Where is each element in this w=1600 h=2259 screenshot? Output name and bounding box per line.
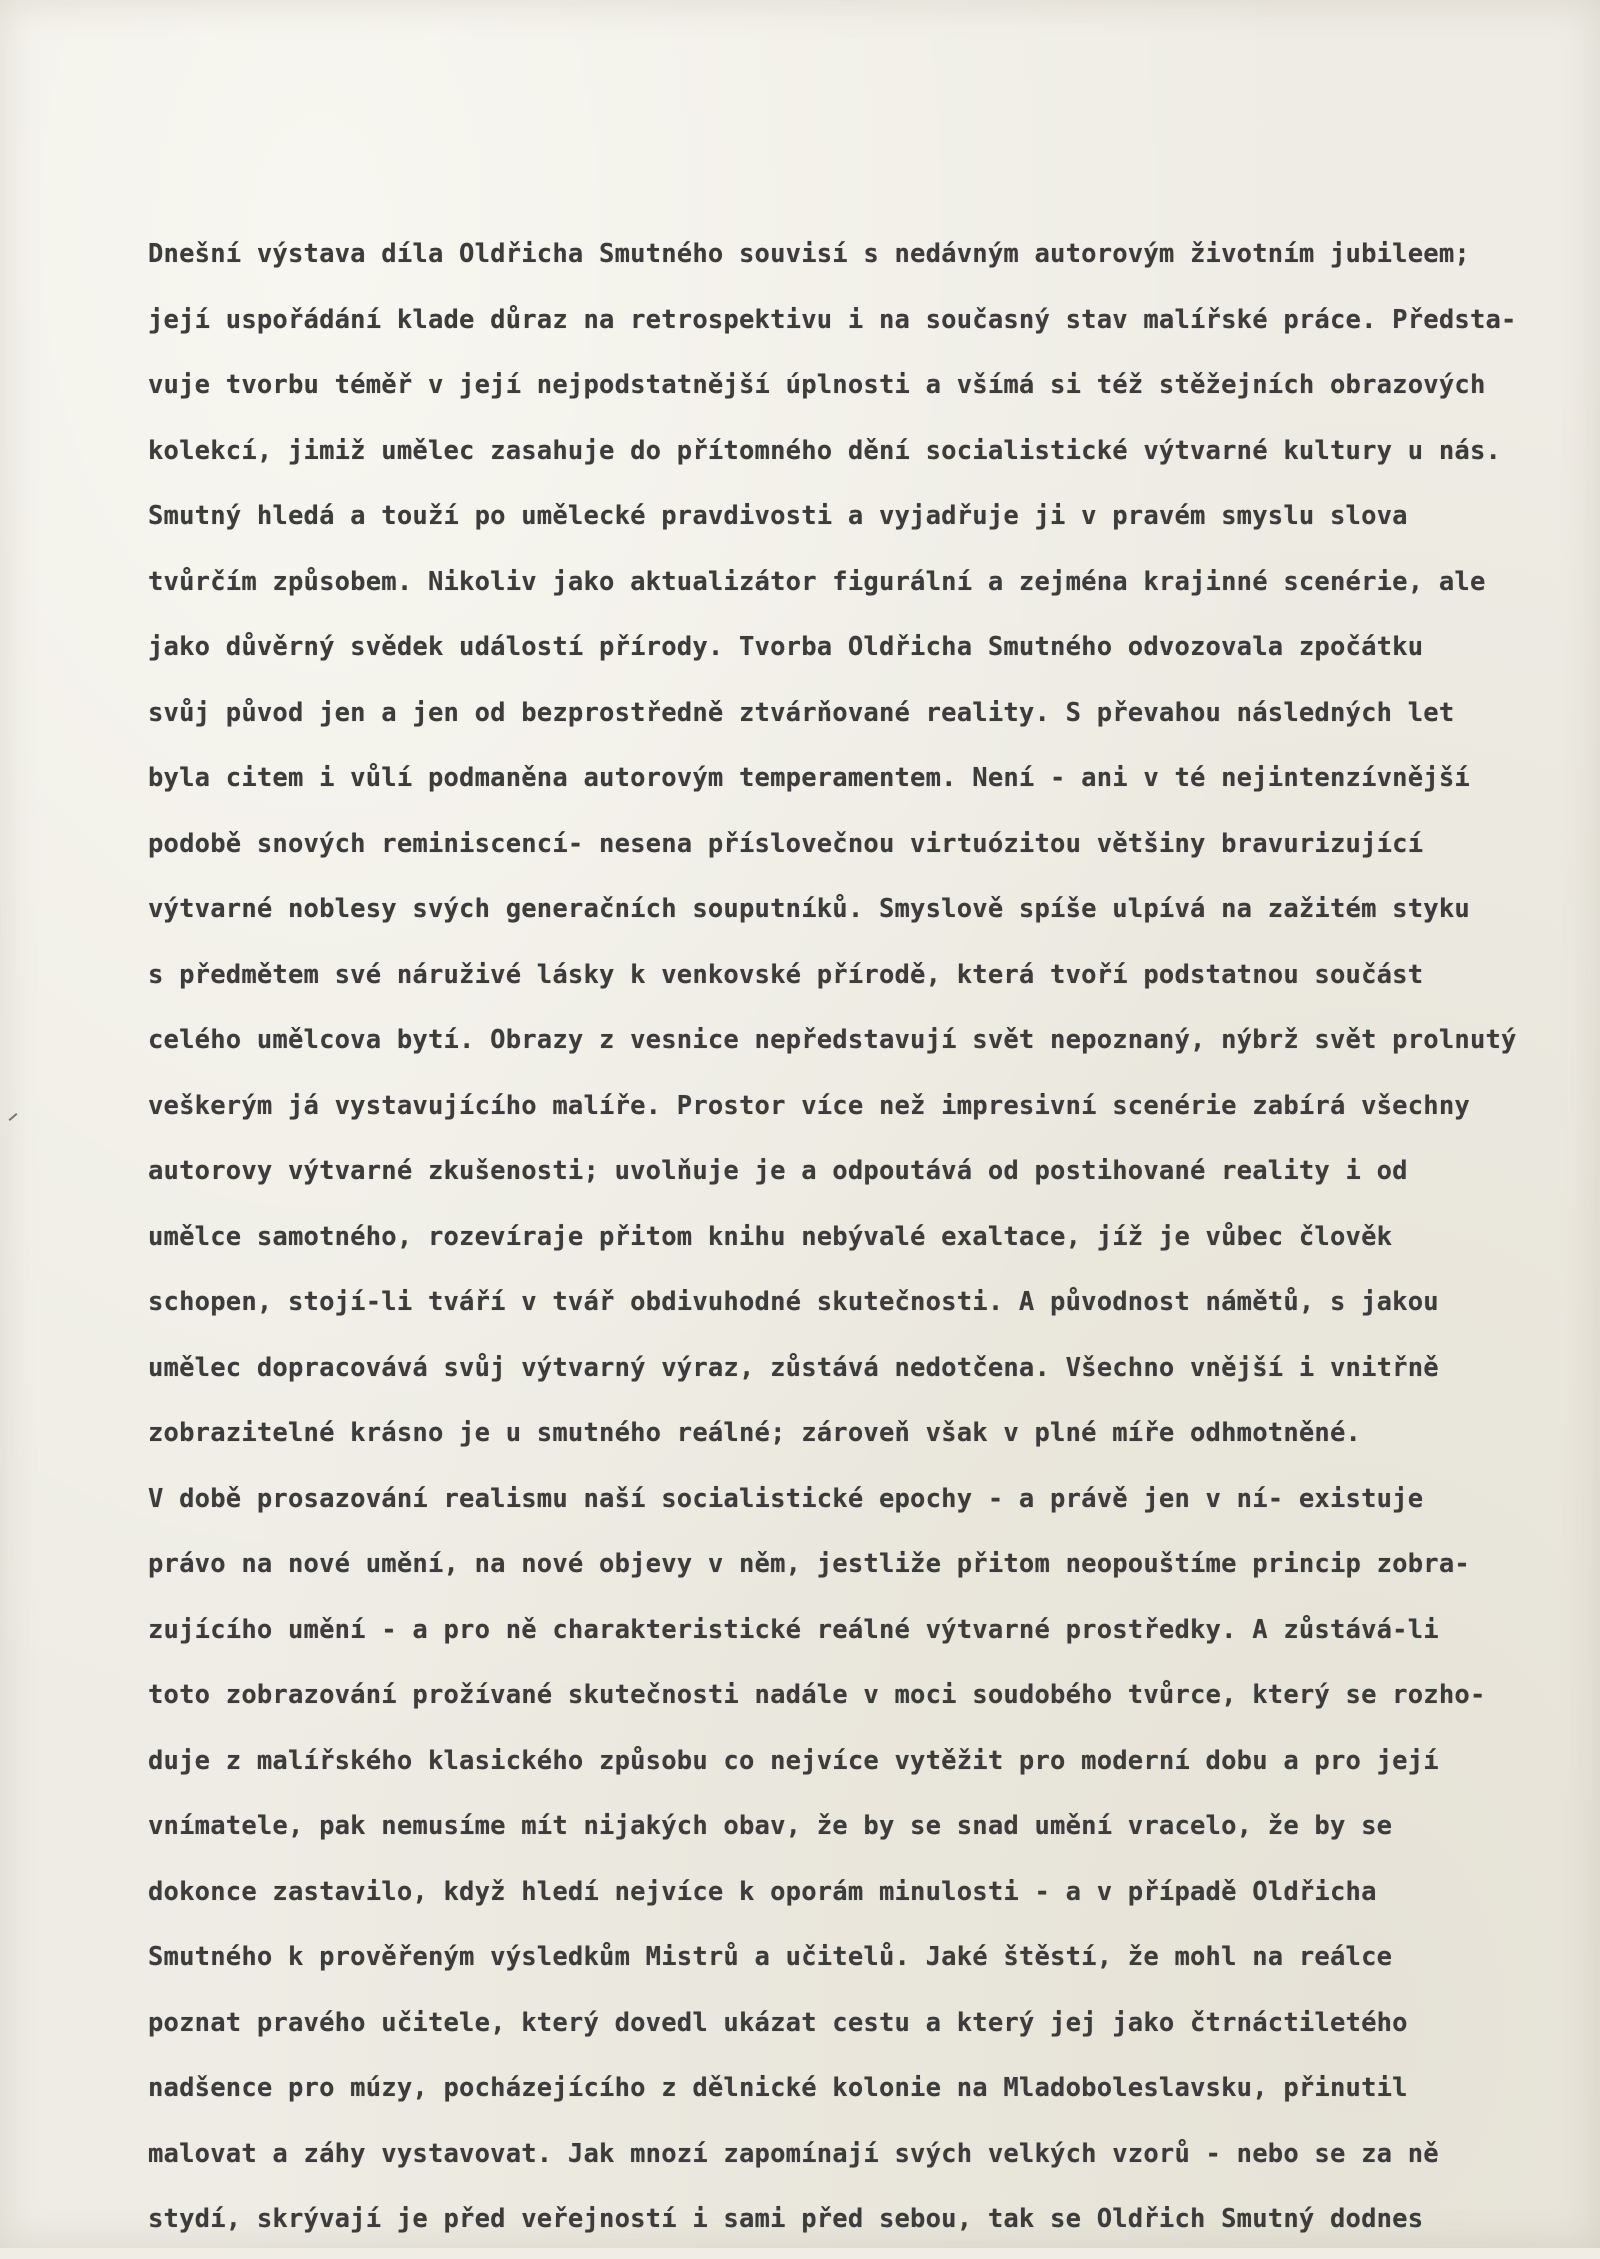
text-line: nadšence pro múzy, pocházejícího z dělnické kolonie na Mladoboleslavsku, přinutil xyxy=(148,2073,1408,2103)
text-line: výtvarné noblesy svých generačních souputníků. Smyslově spíše ulpívá na zažitém styku xyxy=(148,894,1470,924)
stray-pen-mark xyxy=(9,1113,18,1121)
text-line: stydí, skrývají je před veřejností i sami před sebou, tak se Oldřich Smutný dodnes xyxy=(148,2204,1424,2234)
text-line: vuje tvorbu téměř v její nejpodstatnější úplnosti a všímá si též stěžejních obrazových xyxy=(148,370,1486,400)
text-line: umělce samotného, rozevíraje přitom knihu nebývalé exaltace, jíž je vůbec člověk xyxy=(148,1221,1393,1252)
text-line: zujícího umění - a pro ně charakteristické reálné výtvarné prostředky. A zůstává-li xyxy=(148,1614,1439,1645)
text-line: malovat a záhy vystavovat. Jak mnozí zapomínají svých velkých vzorů - nebo se za ně xyxy=(148,2138,1439,2169)
text-line: zobrazitelné krásno je u smutného reálné; zároveň však v plné míře odhmotněné. xyxy=(148,1418,1362,1448)
text-line: právo na nové umění, na nové objevy v něm, jestliže přitom neopouštíme princip zobra- xyxy=(148,1549,1470,1579)
text-line: kolekcí, jimiž umělec zasahuje do přítomného dění socialistické výtvarné kultury u nás. xyxy=(148,435,1502,466)
text-line: V době prosazování realismu naší socialistické epochy - a právě jen v ní- existuje xyxy=(148,1483,1424,1514)
text-line: svůj původ jen a jen od bezprostředně ztvárňované reality. S převahou následných let xyxy=(148,697,1455,728)
text-line: toto zobrazování prožívané skutečnosti nadále v moci soudobého tvůrce, který se rozho- xyxy=(148,1680,1486,1710)
text-line: autorovy výtvarné zkušenosti; uvolňuje je a odpoutává od postihované reality i od xyxy=(148,1156,1408,1186)
text-line: schopen, stojí-li tváří v tvář obdivuhodné skutečnosti. A původnost námětů, s jakou xyxy=(148,1287,1439,1317)
text-line: duje z malířského klasického způsobu co nejvíce vytěžit pro moderní dobu a pro její xyxy=(148,1745,1439,1776)
text-line: Smutného k prověřeným výsledkům Mistrů a učitelů. Jaké štěstí, že mohl na reálce xyxy=(148,1942,1393,1972)
text-line: její uspořádání klade důraz na retrospektivu i na současný stav malířské práce. Předsta- xyxy=(148,304,1517,335)
text-line: Dnešní výstava díla Oldřicha Smutného souvisí s nedávným autorovým životním jubileem; xyxy=(148,239,1470,269)
text-line: jako důvěrný svědek událostí přírody. Tvorba Oldřicha Smutného odvozovala zpočátku xyxy=(148,632,1424,662)
text-line: Smutný hledá a touží po umělecké pravdivosti a vyjadřuje ji v pravém smyslu slova xyxy=(148,501,1408,531)
text-line: podobě snových reminiscencí- nesena příslovečnou virtuózitou většiny bravurizující xyxy=(148,828,1424,859)
text-line: poznat pravého učitele, který dovedl ukázat cestu a který jej jako čtrnáctiletého xyxy=(148,2007,1408,2038)
text-line: celého umělcova bytí. Obrazy z vesnice nepředstavují svět nepoznaný, nýbrž svět prolnutý xyxy=(148,1025,1517,1055)
text-line: dokonce zastavilo, když hledí nejvíce k oporám minulosti - a v případě Oldřicha xyxy=(148,1876,1377,1907)
typed-text-body xyxy=(148,228,1568,2259)
text-line: umělec dopracovává svůj výtvarný výraz, zůstává nedotčena. Všechno vnější i vnitřně xyxy=(148,1352,1439,1383)
text-line: byla citem i vůlí podmaněna autorovým temperamentem. Není - ani v té nejintenzívnější xyxy=(148,763,1470,793)
text-line: veškerým já vystavujícího malíře. Prostor více než impresivní scenérie zabírá všechny xyxy=(148,1090,1470,1121)
text-line: s předmětem své náruživé lásky k venkovské přírodě, která tvoří podstatnou součást xyxy=(148,959,1424,990)
text-line: tvůrčím způsobem. Nikoliv jako aktualizátor figurální a zejména krajinné scenérie, ale xyxy=(148,566,1486,597)
text-line: vnímatele, pak nemusíme mít nijakých obav, že by se snad umění vracelo, že by se xyxy=(148,1811,1393,1841)
